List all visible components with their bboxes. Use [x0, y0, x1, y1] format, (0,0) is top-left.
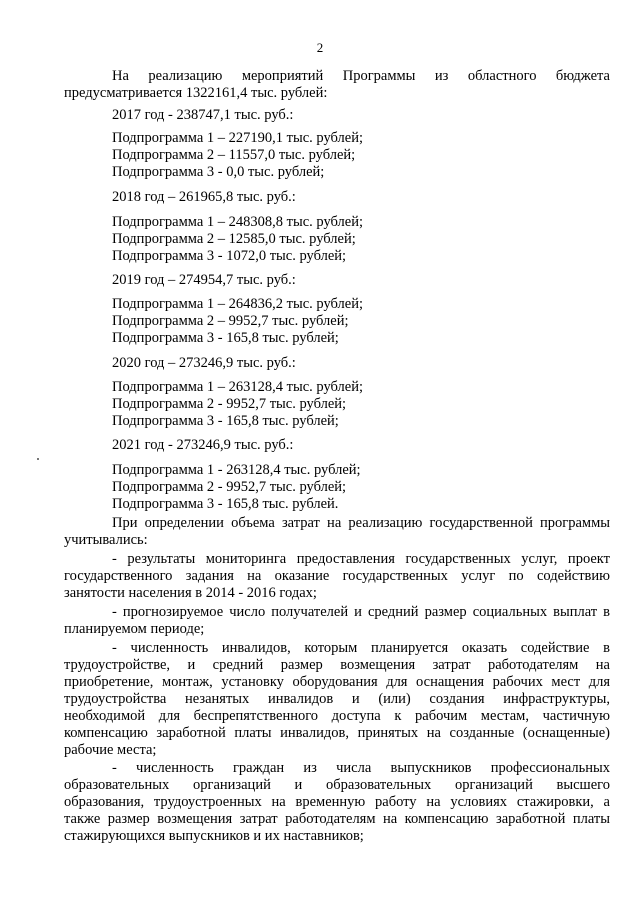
year-2019-header: 2019 год – 274954,7 тыс. руб.: — [112, 272, 296, 288]
para5-line-2: образовательных организаций и образовательных организаций высшего — [64, 777, 610, 793]
page-number: 2 — [316, 40, 324, 55]
para4-line-5: необходимой для беспрепятственного доступа к рабочим местам, частичную — [64, 708, 610, 724]
intro-line-1: На реализацию мероприятий Программы из областного бюджета — [112, 68, 610, 84]
para5-line-1: - численность граждан из числа выпускников профессиональных — [112, 760, 610, 776]
para5-line-5: стажирующихся выпускников и их наставников; — [64, 828, 364, 844]
para2-line-2: государственного задания на оказание государственных услуг по содействию — [64, 568, 610, 584]
para4-line-2: трудоустройстве, и средний размер возмещения затрат работодателям на — [64, 657, 610, 673]
year-2020-header: 2020 год – 273246,9 тыс. руб.: — [112, 355, 296, 371]
year-2018-subprogram-2: Подпрограмма 2 – 12585,0 тыс. рублей; — [112, 231, 356, 247]
year-2018-subprogram-3: Подпрограмма 3 - 1072,0 тыс. рублей; — [112, 248, 347, 264]
para5-line-4: также размер возмещения затрат работодателям на компенсацию заработной платы — [64, 811, 610, 827]
intro-line-2: предусматривается 1322161,4 тыс. рублей: — [64, 85, 328, 101]
year-2020-subprogram-3: Подпрограмма 3 - 165,8 тыс. рублей; — [112, 413, 339, 429]
year-2021-header: 2021 год - 273246,9 тыс. руб.: — [112, 437, 294, 453]
year-2019-subprogram-2: Подпрограмма 2 – 9952,7 тыс. рублей; — [112, 313, 349, 329]
para5-line-3: образования, трудоустроенных на временную работу на условиях стажировки, а — [64, 794, 610, 810]
para2-line-1: - результаты мониторинга предоставления государственных услуг, проект — [112, 551, 610, 567]
para4-line-1: - численность инвалидов, которым планируется оказать содействие в — [112, 640, 610, 656]
year-2021-subprogram-1: Подпрограмма 1 - 263128,4 тыс. рублей; — [112, 462, 361, 478]
year-2017-subprogram-1: Подпрограмма 1 – 227190,1 тыс. рублей; — [112, 130, 363, 146]
year-2021-subprogram-2: Подпрограмма 2 - 9952,7 тыс. рублей; — [112, 479, 347, 495]
year-2018-subprogram-1: Подпрограмма 1 – 248308,8 тыс. рублей; — [112, 214, 363, 230]
year-2020-subprogram-1: Подпрограмма 1 – 263128,4 тыс. рублей; — [112, 379, 363, 395]
year-2017-subprogram-2: Подпрограмма 2 – 11557,0 тыс. рублей; — [112, 147, 356, 163]
year-2018-header: 2018 год – 261965,8 тыс. руб.: — [112, 189, 296, 205]
para3-line-1: - прогнозируемое число получателей и средний размер социальных выплат в — [112, 604, 610, 620]
para4-line-7: рабочие места; — [64, 742, 157, 758]
year-2019-subprogram-3: Подпрограмма 3 - 165,8 тыс. рублей; — [112, 330, 339, 346]
para4-line-4: трудоустройства незанятых инвалидов и (или) создания инфраструктуры, — [64, 691, 610, 707]
year-2020-subprogram-2: Подпрограмма 2 - 9952,7 тыс. рублей; — [112, 396, 347, 412]
para4-line-3: приобретение, монтаж, установку оборудования для оснащения рабочих мест для — [64, 674, 610, 690]
para3-line-2: планируемом периоде; — [64, 621, 205, 637]
scan-speck — [37, 458, 39, 460]
year-2017-subprogram-3: Подпрограмма 3 - 0,0 тыс. рублей; — [112, 164, 325, 180]
para4-line-6: компенсацию заработной платы инвалидов, принятых на созданные (оснащенные) — [64, 725, 610, 741]
year-2021-subprogram-3: Подпрограмма 3 - 165,8 тыс. рублей. — [112, 496, 339, 512]
year-2017-header: 2017 год - 238747,1 тыс. руб.: — [112, 107, 294, 123]
para1-line-1: При определении объема затрат на реализацию государственной программы — [112, 515, 610, 531]
para1-line-2: учитывались: — [64, 532, 148, 548]
para2-line-3: занятости населения в 2014 - 2016 годах; — [64, 585, 317, 601]
year-2019-subprogram-1: Подпрограмма 1 – 264836,2 тыс. рублей; — [112, 296, 363, 312]
